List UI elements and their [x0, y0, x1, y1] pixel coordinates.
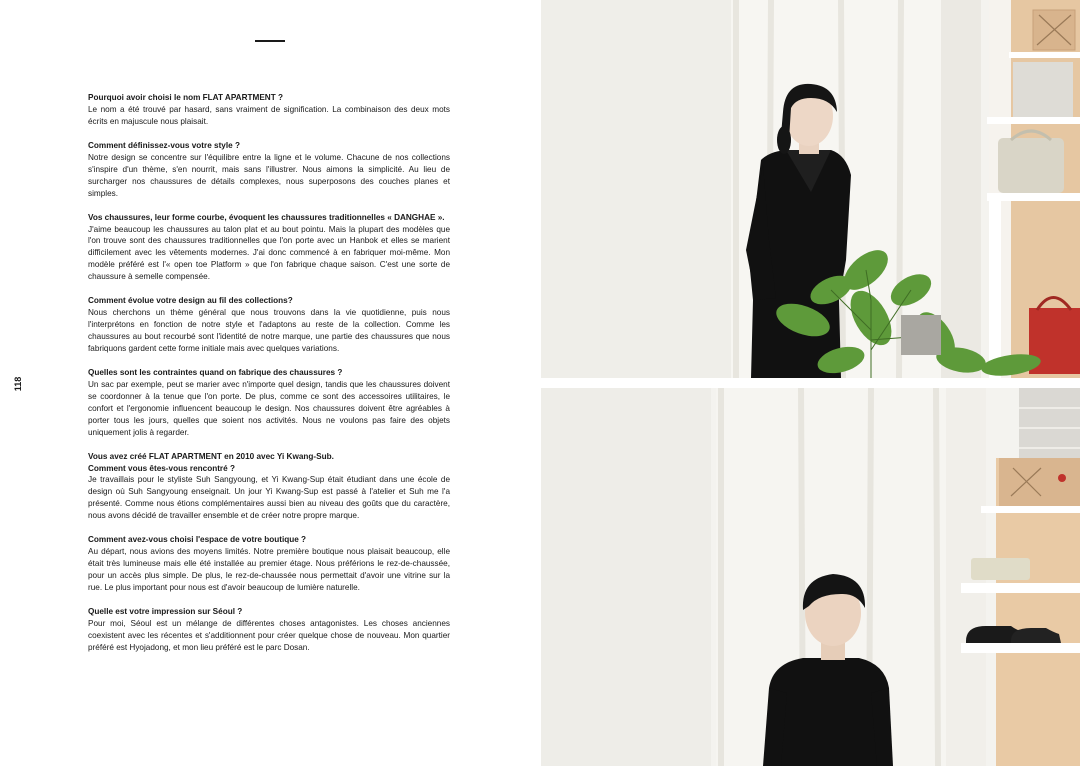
qa-block-3 — [88, 212, 450, 283]
photo-woman-with-plant — [541, 0, 1080, 378]
qa-block-2 — [88, 140, 450, 200]
question-5: Quelles sont les contraintes quand on fabrique des chaussures ? — [88, 367, 343, 377]
question-2: Comment définissez-vous votre style ? — [88, 140, 240, 150]
top-rule-divider — [255, 40, 285, 42]
answer-4: Nous cherchons un thème général que nous trouvons dans la vie quotidienne, puis nous l'interprétons en fonction de notre style et l'adaptons au reste de la collection. Comme les chaussures au bout recourbé sont l'identité de notre marque, une partie des chaussures que nous fabriquons gardent cette forme initiale mais avec quelques variations. — [88, 308, 450, 353]
qa-block-6 — [88, 451, 450, 522]
qa-block-4 — [88, 295, 450, 355]
question-8: Quelle est votre impression sur Séoul ? — [88, 606, 243, 616]
answer-6: Je travaillais pour le styliste Suh Sangyoung, et Yi Kwang-Sup était étudiant dans une école de design où Suh Sangyoung enseignait. Un jour Yi Kwang-Sup est passé à l'atelier et Suh me l'a présenté. Comme nous étions complémentaires aussi bien au niveau des goûts que du caractère, nous avons décidé de travailler ensemble et de créer notre propre marque. — [88, 475, 450, 521]
photo-woman-illustration — [541, 0, 1080, 378]
question-1: Pourquoi avoir choisi le nom FLAT APARTMENT ? — [88, 93, 283, 102]
question-6-line-2: Comment vous êtes-vous rencontré ? — [88, 463, 235, 473]
photo-man-standing — [541, 388, 1080, 766]
qa-block-7 — [88, 534, 450, 594]
answer-5: Un sac par exemple, peut se marier avec n'importe quel design, tandis que les chaussures doivent se coordonner à la tenue que l'on porte. De plus, comme ce sont des accessoires utilitaires, le confort et l'ergonomie influencent beaucoup le design. Nos chaussures doivent être agréables à porter tous les jours, quelles que soient nos activités. Nous ne voulons pas faire des objets uniquement jolis à regarder. — [88, 379, 450, 437]
question-4: Comment évolue votre design au fil des collections? — [88, 296, 293, 306]
answer-1: Le nom a été trouvé par hasard, sans vraiment de signification. La combinaison des deux mots écrits en majuscule nous plaisait. — [88, 104, 450, 126]
photo-man-illustration — [541, 388, 1080, 766]
qa-block-8 — [88, 606, 450, 654]
answer-2: Notre design se concentre sur l'équilibre entre la ligne et le volume. Chacune de nos collections s'inspire d'un thème, s'en nourrit, mais sans l'illustrer. Nous aimons la simplicité. Au lieu de surcharger nos chaussures de détails complexes, nous superposons des couches planes et simples. — [88, 152, 450, 198]
answer-3: J'aime beaucoup les chaussures au talon plat et au bout pointu. Mais la plupart des modèles que l'on trouve sont des chaussures traditionnelles que l'on porte avec un Hanbok et elles se marient difficilement avec les vêtements modernes. J'ai donc commencé à en fabriquer moi-même. Mon modèle préféré est l'« open toe Platform » que l'on fabrique chaque saison. C'est une sorte de chaussure à semelle compensée. — [88, 224, 450, 282]
qa-block-5 — [88, 367, 450, 438]
qa-block-1 — [88, 92, 450, 128]
answer-8: Pour moi, Séoul est un mélange de différentes choses antagonistes. Les choses anciennes coexistent avec les récentes et s'additionnent pour créer quelque chose de nouveau. Mon quartier préféré est Hyojadong, et mon lieu préféré est le parc Dosan. — [88, 618, 450, 652]
page-number: 118 — [13, 376, 23, 392]
question-7: Comment avez-vous choisi l'espace de votre boutique ? — [88, 535, 307, 545]
interview-text-column — [88, 92, 450, 666]
question-6: Vous avez créé FLAT APARTMENT en 2010 avec Yi Kwang-Sub. — [88, 451, 334, 461]
answer-7: Au départ, nous avions des moyens limités. Notre première boutique nous plaisait beaucoup, elle était très lumineuse mais elle été installée au premier étage. Nous préférions le rez-de-chaussée, pour un accès plus simple. De plus, le rez-de-chaussée nous permettait d'avoir une vitrine sur la rue. Le plus important pour nous est d'avoir beaucoup de lumière naturelle. — [88, 547, 450, 592]
question-3: Vos chaussures, leur forme courbe, évoquent les chaussures traditionnelles « DANGHAE ». — [88, 212, 445, 222]
